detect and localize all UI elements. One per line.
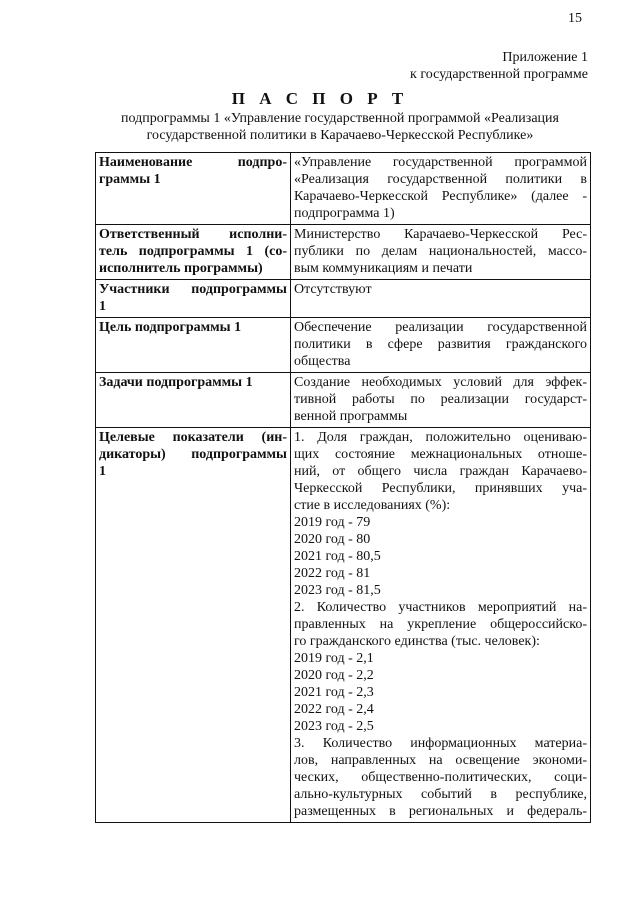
value-line: лов, направленных на освещение экономи-: [294, 753, 587, 768]
page-number: 15: [568, 11, 582, 26]
document-title: П А С П О Р Т: [231, 89, 409, 108]
value-line: Министерство Карачаево-Черкесской Рес-: [294, 227, 587, 242]
value-line: 2021 год - 2,3: [294, 685, 374, 700]
value-line: стие в исследованиях (%):: [294, 498, 451, 513]
value-line: ально-культурных событий в республике,: [294, 787, 587, 802]
label-line: дикаторы) подпрограммы: [99, 447, 287, 462]
value-line: Карачаево-Черкесской Республике» (далее -: [294, 189, 587, 204]
value-line: правленных на укрепление общероссийско-: [294, 617, 587, 632]
value-line: 1. Доля граждан, положительно оцениваю-: [294, 430, 587, 445]
value-line: тивной работы по реализации государст-: [294, 392, 587, 407]
value-line: го гражданского единства (тыс. человек):: [294, 634, 540, 649]
passport-table: [95, 152, 591, 823]
value-line: 2019 год - 2,1: [294, 651, 374, 666]
value-line: подпрограмма 1): [294, 206, 395, 221]
appendix-reference: к государственной программе: [410, 67, 588, 82]
passport-row: [96, 153, 591, 225]
value-line: вым коммуникациям и печати: [294, 261, 473, 276]
passport-row: [96, 225, 591, 280]
value-line: 2022 год - 81: [294, 566, 371, 581]
passport-field-label: [96, 318, 291, 373]
value-line: «Реализация государственной политики в: [294, 172, 587, 187]
label-line: Ответственный исполни-: [99, 227, 287, 242]
value-line: размещенных в региональных и федераль-: [294, 804, 587, 819]
label-line: Участники подпрограммы: [99, 282, 287, 297]
passport-field-label: [96, 280, 291, 318]
passport-field-label: [96, 153, 291, 225]
value-line: 2. Количество участников мероприятий на-: [294, 600, 587, 615]
value-line: публики по делам национальностей, массо-: [294, 244, 587, 259]
value-line: «Управление государственной программой: [294, 155, 587, 170]
appendix-label: Приложение 1: [502, 50, 588, 65]
passport-row: [96, 428, 591, 823]
value-line: 2023 год - 2,5: [294, 719, 374, 734]
value-line: 2020 год - 80: [294, 532, 371, 547]
label-line: Цель подпрограммы 1: [99, 320, 242, 335]
subtitle-line: государственной политики в Карачаево-Черкесской Республике»: [146, 128, 534, 143]
label-line: Наименование подпро-: [99, 155, 287, 170]
value-line: щих состояние межнациональных отноше-: [294, 447, 587, 462]
value-line: Создание необходимых условий для эффек-: [294, 375, 587, 390]
value-line: 2023 год - 81,5: [294, 583, 381, 598]
passport-table-body: [96, 153, 591, 823]
passport-field-value: [291, 373, 591, 428]
value-line: 2021 год - 80,5: [294, 549, 381, 564]
value-line: 2022 год - 2,4: [294, 702, 374, 717]
value-line: 2020 год - 2,2: [294, 668, 374, 683]
passport-row: [96, 373, 591, 428]
value-line: 3. Количество информационных материа-: [294, 736, 587, 751]
label-line: тель подпрограммы 1 (со-: [99, 244, 287, 259]
value-line: Черкесской Республики, принявших уча-: [294, 481, 587, 496]
label-line: исполнитель программы): [99, 261, 263, 276]
label-line: 1: [99, 464, 106, 479]
subtitle-line: подпрограммы 1 «Управление государственной программой «Реализация: [121, 111, 559, 126]
value-line: политики в сфере развития гражданского: [294, 337, 587, 352]
document-subtitle: [90, 110, 590, 144]
label-line: Целевые показатели (ин-: [99, 430, 287, 445]
value-line: венной программы: [294, 409, 408, 424]
value-line: ческих, общественно-политических, соци-: [294, 770, 587, 785]
value-line: Обеспечение реализации государственной: [294, 320, 587, 335]
value-line: ний, от общего числа граждан Карачаево-: [294, 464, 587, 479]
value-line: общества: [294, 354, 351, 369]
passport-field-value: [291, 225, 591, 280]
passport-field-value: [291, 318, 591, 373]
passport-field-label: [96, 373, 291, 428]
passport-field-value: [291, 153, 591, 225]
passport-field-value: [291, 428, 591, 823]
passport-row: [96, 280, 591, 318]
passport-field-value: [291, 280, 591, 318]
label-line: граммы 1: [99, 172, 161, 187]
label-line: 1: [99, 299, 106, 314]
passport-row: [96, 318, 591, 373]
passport-field-label: [96, 428, 291, 823]
label-line: Задачи подпрограммы 1: [99, 375, 253, 390]
value-line: Отсутствуют: [294, 282, 372, 297]
passport-field-label: [96, 225, 291, 280]
value-line: 2019 год - 79: [294, 515, 371, 530]
